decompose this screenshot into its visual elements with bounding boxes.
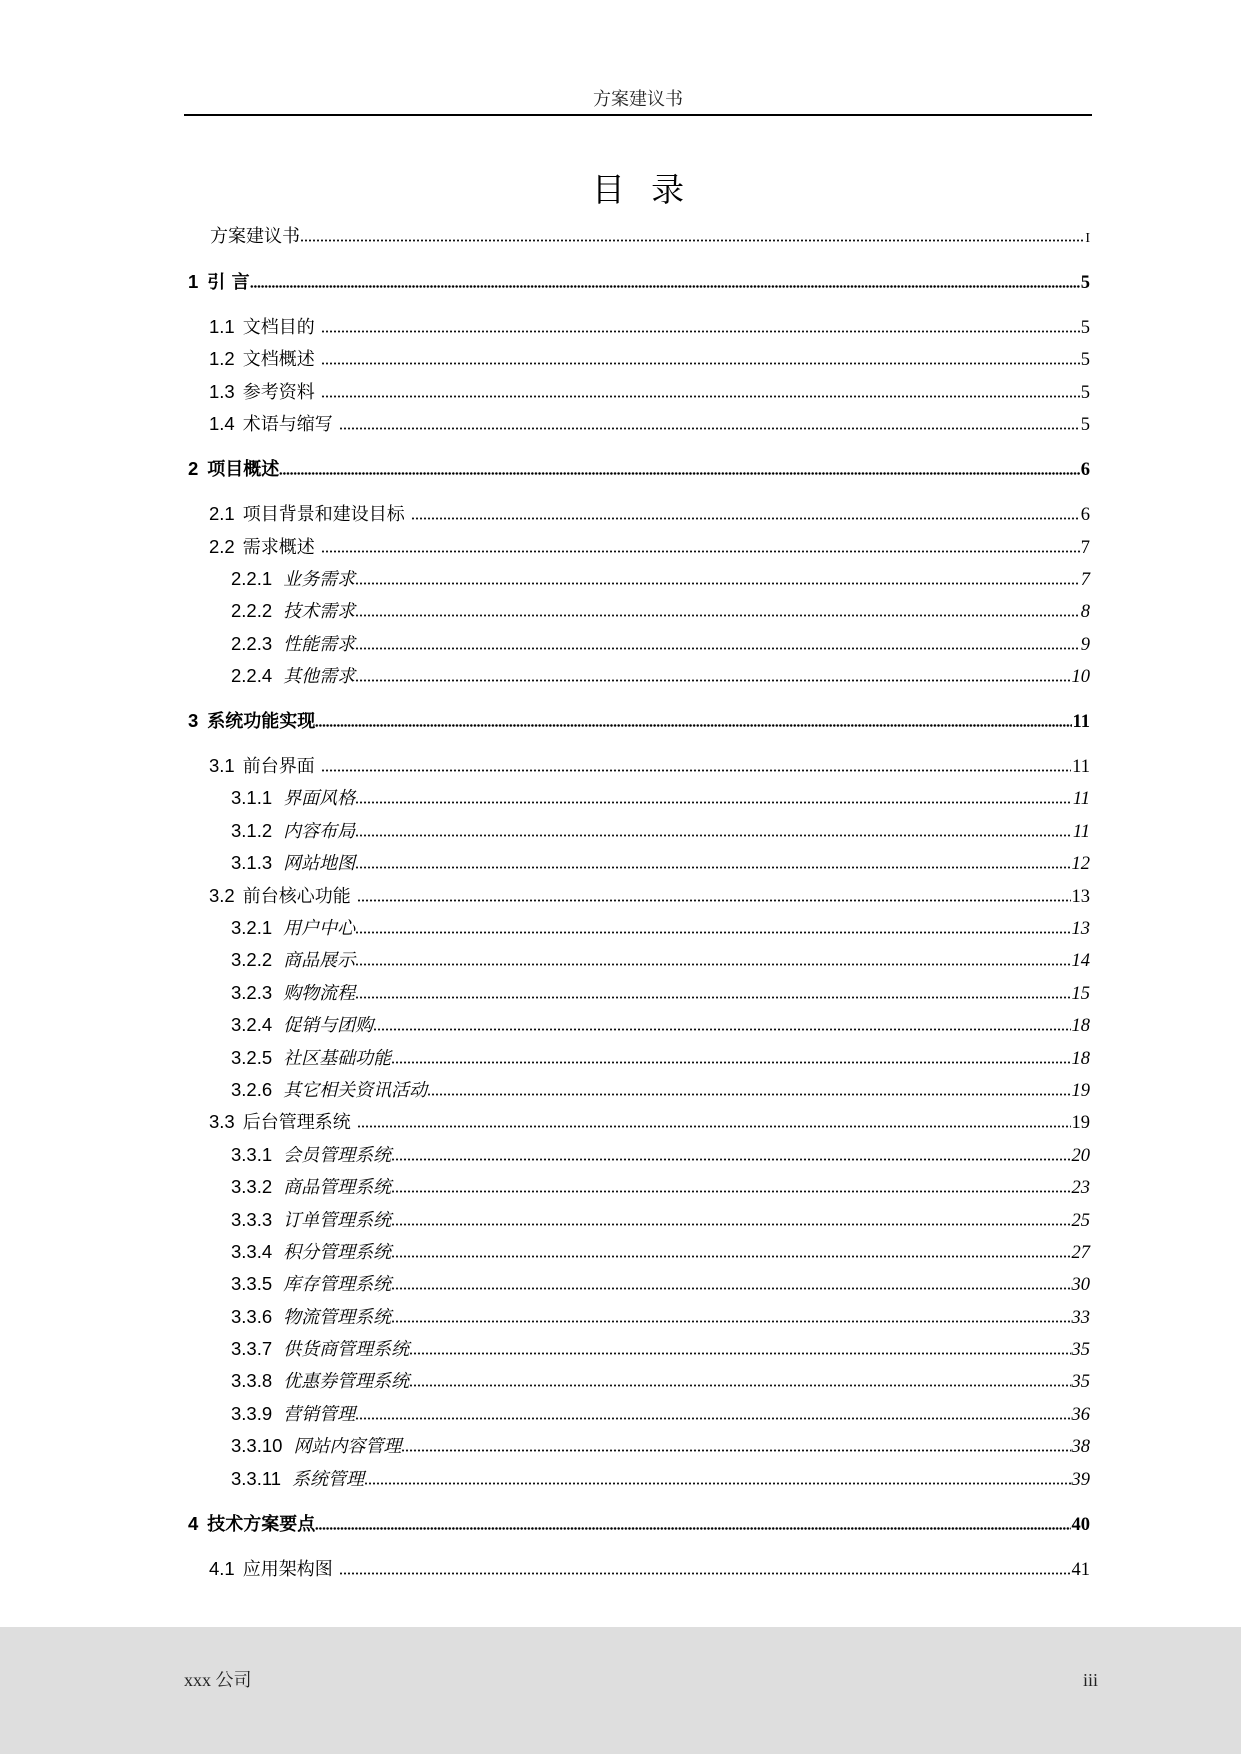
toc-entry-label: 界面风格 xyxy=(283,788,356,810)
toc-dot-leader xyxy=(391,1313,1070,1323)
toc-entry-number: 3.1.1 xyxy=(231,787,273,809)
toc-entry-number: 3 xyxy=(188,710,199,732)
toc-dot-leader xyxy=(357,1118,1071,1128)
toc-entry-page: 8 xyxy=(1080,602,1090,623)
toc-dot-leader xyxy=(355,989,1070,999)
footer-company: xxx 公司 xyxy=(184,1670,252,1690)
toc-entry[interactable] xyxy=(0,1430,1090,1462)
toc-entry-number: 2.2 xyxy=(209,535,235,557)
toc-dot-leader xyxy=(339,1565,1071,1575)
toc-entry-number: 3.3.4 xyxy=(231,1240,273,1262)
toc-entry[interactable] xyxy=(0,311,1090,343)
toc-entry-number: 2.2.2 xyxy=(231,600,273,622)
toc-entry[interactable] xyxy=(0,660,1090,692)
toc-entry-label: 性能需求 xyxy=(283,633,356,655)
toc-entry-label: 社区基础功能 xyxy=(283,1047,392,1069)
toc-entry[interactable] xyxy=(0,847,1090,879)
toc-entry-label: 系统功能实现 xyxy=(207,711,316,733)
toc-dot-leader xyxy=(355,827,1072,837)
toc-entry-label: 系统管理 xyxy=(292,1468,365,1490)
toc-entry-number: 3.3.7 xyxy=(231,1338,273,1360)
toc-entry-label: 商品管理系统 xyxy=(283,1177,392,1199)
toc-entry-page: 40 xyxy=(1071,1514,1090,1535)
toc-entry-number: 3.3.6 xyxy=(231,1305,273,1327)
toc-entry-label: 用户中心 xyxy=(283,917,356,939)
toc-dot-leader xyxy=(321,355,1080,365)
toc-dot-leader xyxy=(427,1086,1070,1096)
toc-entry[interactable] xyxy=(0,1204,1090,1236)
toc-entry[interactable] xyxy=(0,376,1090,408)
toc-entry[interactable] xyxy=(0,1009,1090,1041)
toc-entry-label: 其他需求 xyxy=(283,666,356,688)
toc-entry[interactable] xyxy=(0,453,1090,485)
toc-entry[interactable] xyxy=(0,628,1090,660)
toc-entry-label: 积分管理系统 xyxy=(283,1241,392,1263)
footer-page-number: iii xyxy=(1082,1670,1098,1690)
toc-dot-leader xyxy=(355,672,1070,682)
toc-entry-label: 前台核心功能 xyxy=(242,885,351,907)
toc-entry-number: 4 xyxy=(188,1512,199,1534)
toc-entry-label: 项目概述 xyxy=(207,459,280,481)
toc-entry-page: 5 xyxy=(1080,382,1090,403)
toc-dot-leader xyxy=(321,388,1080,398)
toc-entry[interactable] xyxy=(0,880,1090,912)
toc-entry-label: 文档目的 xyxy=(242,316,315,338)
toc-dot-leader xyxy=(409,1345,1070,1355)
toc-dot-leader xyxy=(411,510,1080,520)
toc-dot-leader xyxy=(315,717,1071,727)
toc-entry[interactable] xyxy=(0,1171,1090,1203)
toc-entry-page: 41 xyxy=(1071,1559,1090,1580)
toc-dot-leader xyxy=(355,607,1080,617)
page-header xyxy=(184,84,1092,116)
toc-entry-page: 7 xyxy=(1080,569,1090,590)
toc-dot-leader xyxy=(355,794,1072,804)
toc-entry-page: 11 xyxy=(1072,821,1090,842)
toc-entry-page: 5 xyxy=(1080,415,1090,436)
toc-title: 目 录 xyxy=(591,173,685,209)
toc-dot-leader xyxy=(355,859,1070,869)
toc-entry[interactable] xyxy=(0,1074,1090,1106)
toc-entry-label: 前台界面 xyxy=(242,756,315,778)
toc-entry-number: 1.2 xyxy=(209,348,235,370)
toc-entry[interactable] xyxy=(0,1365,1090,1397)
toc-entry[interactable] xyxy=(0,1463,1090,1495)
toc-entry-page: 6 xyxy=(1080,460,1090,481)
toc-entry-page: 11 xyxy=(1072,757,1090,778)
toc-entry[interactable] xyxy=(0,815,1090,847)
toc-entry-number: 3.2.2 xyxy=(231,949,273,971)
toc-entry-page: 5 xyxy=(1080,317,1090,338)
toc-dot-leader xyxy=(391,1248,1070,1258)
toc-entry[interactable] xyxy=(0,977,1090,1009)
toc-dot-leader xyxy=(321,323,1080,333)
toc-entry-label: 技术方案要点 xyxy=(207,1513,316,1535)
toc-entry-page: 7 xyxy=(1080,537,1090,558)
toc-dot-leader xyxy=(391,1280,1070,1290)
toc-dot-leader xyxy=(279,465,1079,475)
toc-entry-number: 3.3.3 xyxy=(231,1208,273,1230)
toc-entry-page: 19 xyxy=(1071,1113,1090,1134)
toc-entry-page: I xyxy=(1085,231,1090,246)
toc-entry-label: 方案建议书 xyxy=(210,226,300,247)
toc-entry-page: 13 xyxy=(1071,886,1090,907)
toc-entry-label: 供货商管理系统 xyxy=(283,1339,410,1361)
toc-entry-number: 3.3.10 xyxy=(231,1435,283,1457)
toc-entry-number: 3.2.4 xyxy=(231,1014,273,1036)
toc-entry-number: 3.2.3 xyxy=(231,981,273,1003)
toc-entry-label: 库存管理系统 xyxy=(283,1274,392,1296)
toc-entry-page: 33 xyxy=(1071,1307,1090,1328)
toc-entry-page: 20 xyxy=(1071,1145,1090,1166)
toc-entry[interactable] xyxy=(0,408,1090,440)
toc-entry-label: 文档概述 xyxy=(242,349,315,371)
toc-entry-label: 订单管理系统 xyxy=(283,1209,392,1231)
toc-dot-leader xyxy=(321,762,1071,772)
header-title: 方案建议书 xyxy=(593,89,683,109)
toc-entry[interactable] xyxy=(0,1398,1090,1430)
toc-entry[interactable] xyxy=(0,705,1090,737)
toc-entry-label: 商品展示 xyxy=(283,950,356,972)
toc-dot-leader xyxy=(401,1442,1070,1452)
toc-entry-label: 营销管理 xyxy=(283,1403,356,1425)
toc-entry-page: 5 xyxy=(1080,272,1090,293)
toc-entry-number: 2.2.4 xyxy=(231,665,273,687)
toc-entry-number: 3.3.8 xyxy=(231,1370,273,1392)
toc-entry-label: 需求概述 xyxy=(242,536,315,558)
toc-entry[interactable] xyxy=(0,1139,1090,1171)
toc-entry-number: 2.2.1 xyxy=(231,567,273,589)
toc-entry[interactable] xyxy=(0,1301,1090,1333)
toc-entry-number: 3.3.9 xyxy=(231,1402,273,1424)
toc-entry[interactable] xyxy=(0,750,1090,782)
toc-entry-page: 23 xyxy=(1071,1178,1090,1199)
toc-entry-number: 3.2.5 xyxy=(231,1046,273,1068)
toc-entry-number: 3.3.11 xyxy=(231,1467,282,1489)
toc-dot-leader xyxy=(409,1377,1070,1387)
toc-dot-leader xyxy=(391,1151,1070,1161)
toc-entry-label: 引 言 xyxy=(207,271,250,293)
toc-entry-number: 3.2.1 xyxy=(231,916,273,938)
toc-entry-number: 3.2 xyxy=(209,884,235,906)
toc-entry-label: 业务需求 xyxy=(283,568,356,590)
toc-entry-page: 27 xyxy=(1071,1242,1090,1263)
toc-entry-number: 2.1 xyxy=(209,503,235,525)
toc-entry-label: 物流管理系统 xyxy=(283,1306,392,1328)
toc-entry-number: 1.4 xyxy=(209,413,235,435)
toc-entry-label: 网站内容管理 xyxy=(293,1436,402,1458)
toc-dot-leader xyxy=(355,924,1070,934)
toc-entry-number: 3.1.3 xyxy=(231,852,273,874)
toc-entry-label: 网站地图 xyxy=(283,853,356,875)
toc-entry-label: 项目背景和建设目标 xyxy=(242,504,405,526)
toc-dot-leader xyxy=(355,956,1070,966)
toc-dot-leader xyxy=(357,892,1071,902)
toc-entry[interactable] xyxy=(0,498,1090,530)
toc-entry[interactable] xyxy=(0,221,1090,253)
toc-entry-page: 18 xyxy=(1071,1048,1090,1069)
toc-entry-number: 1 xyxy=(188,270,199,292)
toc-dot-leader xyxy=(364,1475,1070,1485)
table-of-contents xyxy=(0,221,1090,1585)
toc-entry[interactable] xyxy=(0,563,1090,595)
toc-entry-page: 15 xyxy=(1071,983,1090,1004)
toc-entry-number: 3.1 xyxy=(209,755,235,777)
toc-entry-label: 其它相关资讯活动 xyxy=(283,1079,428,1101)
toc-dot-leader xyxy=(315,1520,1070,1530)
toc-dot-leader xyxy=(355,1410,1070,1420)
toc-entry-label: 内容布局 xyxy=(283,820,356,842)
toc-entry-page: 36 xyxy=(1071,1404,1090,1425)
toc-entry-page: 39 xyxy=(1071,1469,1090,1490)
toc-entry-page: 5 xyxy=(1080,350,1090,371)
toc-entry-number: 1.1 xyxy=(209,315,235,337)
toc-entry[interactable] xyxy=(0,782,1090,814)
toc-entry-page: 11 xyxy=(1072,789,1090,810)
toc-entry[interactable] xyxy=(0,266,1090,298)
toc-entry[interactable] xyxy=(0,1268,1090,1300)
toc-entry[interactable] xyxy=(0,595,1090,627)
toc-entry[interactable] xyxy=(0,1553,1090,1585)
toc-entry-page: 38 xyxy=(1071,1437,1090,1458)
toc-entry-label: 促销与团购 xyxy=(283,1015,374,1037)
toc-entry[interactable] xyxy=(0,343,1090,375)
toc-entry-number: 3.3.1 xyxy=(231,1143,273,1165)
toc-entry-number: 3.3.2 xyxy=(231,1176,273,1198)
toc-entry-number: 3.3.5 xyxy=(231,1273,273,1295)
toc-entry[interactable] xyxy=(0,1508,1090,1540)
toc-entry[interactable] xyxy=(0,912,1090,944)
page-footer xyxy=(0,1627,1241,1754)
toc-entry-page: 9 xyxy=(1080,634,1090,655)
toc-entry[interactable] xyxy=(0,1042,1090,1074)
toc-entry-label: 参考资料 xyxy=(242,381,315,403)
toc-entry-label: 应用架构图 xyxy=(242,1558,333,1580)
toc-entry-label: 技术需求 xyxy=(283,601,356,623)
toc-entry-number: 3.1.2 xyxy=(231,819,273,841)
toc-entry-label: 购物流程 xyxy=(283,982,356,1004)
toc-dot-leader xyxy=(339,420,1080,430)
toc-entry[interactable] xyxy=(0,1333,1090,1365)
toc-entry-number: 3.3 xyxy=(209,1111,235,1133)
toc-dot-leader xyxy=(300,232,1084,242)
toc-entry-page: 6 xyxy=(1080,505,1090,526)
toc-entry-page: 18 xyxy=(1071,1016,1090,1037)
toc-dot-leader xyxy=(321,543,1080,553)
toc-dot-leader xyxy=(250,278,1080,288)
toc-entry-number: 3.2.6 xyxy=(231,1078,273,1100)
toc-entry[interactable] xyxy=(0,1236,1090,1268)
toc-entry-label: 优惠券管理系统 xyxy=(283,1371,410,1393)
toc-entry-label: 术语与缩写 xyxy=(242,414,333,436)
toc-entry-label: 后台管理系统 xyxy=(242,1112,351,1134)
toc-entry-page: 13 xyxy=(1071,918,1090,939)
toc-entry-number: 4.1 xyxy=(209,1557,235,1579)
toc-dot-leader xyxy=(355,575,1080,585)
toc-entry-page: 25 xyxy=(1071,1210,1090,1231)
toc-entry-page: 14 xyxy=(1071,951,1090,972)
toc-entry-page: 35 xyxy=(1071,1340,1090,1361)
toc-entry-label: 会员管理系统 xyxy=(283,1144,392,1166)
toc-entry-page: 11 xyxy=(1072,712,1090,733)
toc-entry-page: 12 xyxy=(1071,854,1090,875)
toc-entry[interactable] xyxy=(0,944,1090,976)
toc-dot-leader xyxy=(391,1183,1070,1193)
toc-entry-number: 2.2.3 xyxy=(231,632,273,654)
toc-dot-leader xyxy=(373,1021,1070,1031)
toc-entry-number: 2 xyxy=(188,458,199,480)
toc-dot-leader xyxy=(355,640,1080,650)
toc-entry-page: 19 xyxy=(1071,1080,1090,1101)
toc-entry-page: 35 xyxy=(1071,1372,1090,1393)
toc-entry-page: 10 xyxy=(1071,667,1090,688)
toc-entry[interactable] xyxy=(0,531,1090,563)
toc-entry-page: 30 xyxy=(1071,1275,1090,1296)
toc-entry-number: 1.3 xyxy=(209,380,235,402)
toc-dot-leader xyxy=(391,1216,1070,1226)
toc-entry[interactable] xyxy=(0,1106,1090,1138)
toc-dot-leader xyxy=(391,1054,1070,1064)
